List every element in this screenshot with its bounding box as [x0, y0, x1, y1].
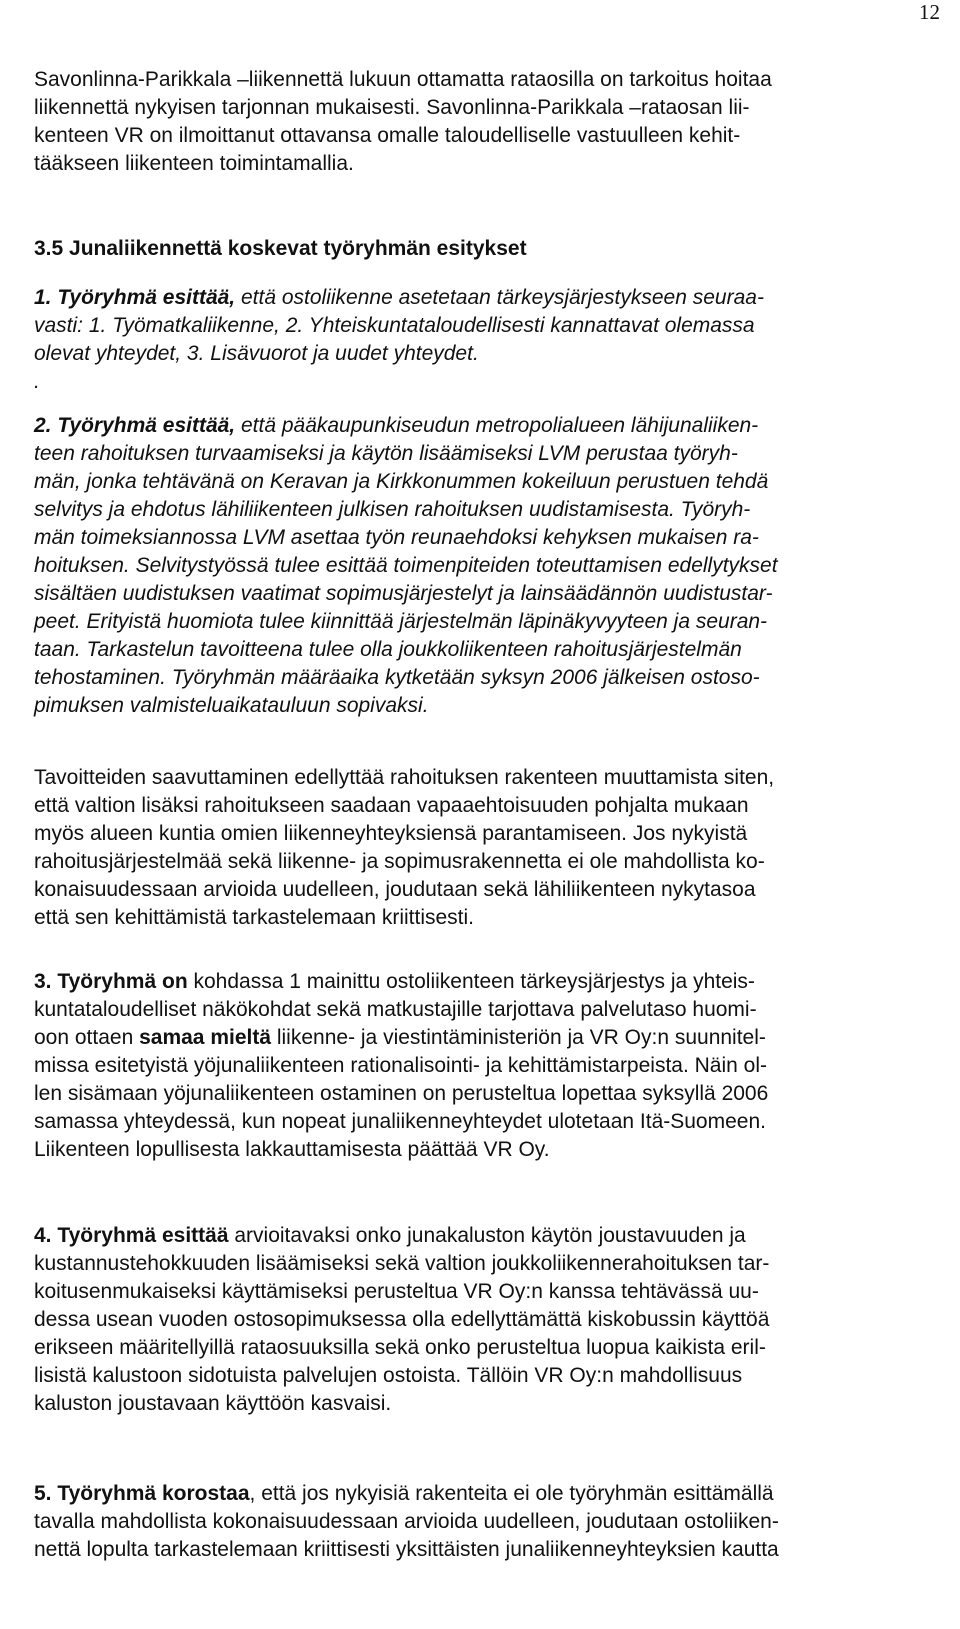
- text-line: taan. Tarkastelun tavoitteena tulee olla joukkoliikenteen rahoitusjärjestelmän: [34, 638, 742, 661]
- text-line: sisältäen uudistuksen vaatimat sopimusjärjestelyt ja lainsäädännön uudistustar-: [34, 582, 773, 605]
- text-line: että valtion lisäksi rahoitukseen saadaan vapaaehtoisuuden pohjalta mukaan: [34, 794, 749, 817]
- text-line: liikennettä nykyisen tarjonnan mukaisesti. Savonlinna-Parikkala –rataosan lii-: [34, 96, 750, 119]
- text-line: kuntataloudelliset näkökohdat sekä matkustajille tarjottava palvelutaso huomi-: [34, 998, 757, 1021]
- text-line: Liikenteen lopullisesta lakkauttamisesta päättää VR Oy.: [34, 1138, 550, 1161]
- text-line: konaisuudessaan arvioida uudelleen, joudutaan sekä lähiliikenteen nykytasoa: [34, 878, 756, 901]
- line-rest: että pääkaupunkiseudun metropolialueen lähijunaliiken-: [235, 414, 759, 437]
- text-line: selvitys ja ehdotus lähiliikenteen julkisen rahoituksen uudistamisesta. Työryh-: [34, 498, 751, 521]
- text-line: [34, 1024, 942, 1052]
- text-line: tääkseen liikenteen toimintamallia.: [34, 152, 354, 175]
- text-line: olevat yhteydet, 3. Lisävuorot ja uudet yhteydet.: [34, 342, 479, 365]
- text-line: len sisämaan yöjunaliikenteen ostaminen on perusteltua lopettaa syksyllä 2006: [34, 1082, 769, 1105]
- text-line: Savonlinna-Parikkala –liikennettä lukuun ottamatta rataosilla on tarkoitus hoitaa: [34, 68, 772, 91]
- text-line: män toimeksiannossa LVM asettaa työn reunaehdoksi kehyksen mukaisen ra-: [34, 526, 759, 549]
- text-line: rahoitusjärjestelmää sekä liikenne- ja sopimusrakennetta ei ole mahdollista ko-: [34, 850, 765, 873]
- proposal-lead: 5. Työryhmä korostaa: [34, 1482, 250, 1505]
- text-line: missa esitetyistä yöjunaliikenteen rationalisointi- ja kehittämistarpeista. Näin ol-: [34, 1054, 768, 1077]
- text-line: kustannustehokkuuden lisäämiseksi sekä valtion joukkoliikennerahoituksen tar-: [34, 1252, 770, 1275]
- page-number: 12: [919, 0, 940, 24]
- section-heading: 3.5 Junaliikennettä koskevat työryhmän esitykset: [34, 237, 527, 260]
- text-line: Tavoitteiden saavuttaminen edellyttää rahoituksen rakenteen muuttamista siten,: [34, 766, 775, 789]
- text-line: [34, 1222, 942, 1250]
- proposal-5: [34, 1480, 942, 1564]
- line-rest: , että jos nykyisiä rakenteita ei ole työryhmän esittämällä: [249, 1482, 774, 1505]
- proposal-lead: 2. Työryhmä esittää,: [34, 414, 236, 437]
- proposal-3: [34, 968, 942, 1164]
- text-line: kenteen VR on ilmoittanut ottavansa omalle taloudelliselle vastuulleen kehit-: [34, 124, 741, 147]
- text-line: pimuksen valmisteluaikatauluun sopivaksi.: [34, 694, 429, 717]
- line-rest: että ostoliikenne asetetaan tärkeysjärjestykseen seuraa-: [235, 286, 764, 309]
- text-line: että sen kehittämistä tarkastelemaan kriittisesti.: [34, 906, 475, 929]
- line-rest: kohdassa 1 mainittu ostoliikenteen tärkeysjärjestys ja yhteis-: [187, 970, 755, 993]
- text-line: samassa yhteydessä, kun nopeat junaliikenneyhteydet ulotetaan Itä-Suomeen.: [34, 1110, 766, 1133]
- text-line: lisistä kalustoon sidotuista palvelujen ostoista. Tällöin VR Oy:n mahdollisuus: [34, 1364, 743, 1387]
- text-line: [34, 968, 942, 996]
- text-line: peet. Erityistä huomiota tulee kiinnittää järjestelmän läpinäkyvyyteen ja seuran-: [34, 610, 768, 633]
- line-rest: arvioitavaksi onko junakaluston käytön joustavuuden ja: [228, 1224, 746, 1247]
- text-line: tehostaminen. Työryhmän määräaika kytketään syksyn 2006 jälkeisen ostoso-: [34, 666, 760, 689]
- text-line: erikseen määritellyillä rataosuuksilla sekä onko perusteltua luopua kaikista eril-: [34, 1336, 766, 1359]
- text-line: dessa usean vuoden ostosopimuksessa olla edellyttämättä kiskobussin käyttöä: [34, 1308, 770, 1331]
- text-line: .: [34, 370, 40, 393]
- proposal-1: [34, 284, 942, 396]
- intro-paragraph: [34, 66, 942, 178]
- proposal-4: [34, 1222, 942, 1418]
- text-line: män, jonka tehtävänä on Keravan ja Kirkkonummen kokeiluun perustuen tehdä: [34, 470, 769, 493]
- line-pre: oon ottaen: [34, 1026, 140, 1049]
- proposal-lead: 1. Työryhmä esittää,: [34, 286, 236, 309]
- text-line: tavalla mahdollista kokonaisuudessaan arvioida uudelleen, joudutaan ostoliiken-: [34, 1510, 779, 1533]
- goals-paragraph: [34, 764, 942, 932]
- text-line: [34, 284, 942, 312]
- text-line: vasti: 1. Työmatkaliikenne, 2. Yhteiskuntataloudellisesti kannattavat olemassa: [34, 314, 755, 337]
- proposal-2: [34, 412, 942, 720]
- text-line: myös alueen kuntia omien liikenneyhteyksiensä parantamiseen. Jos nykyistä: [34, 822, 748, 845]
- text-line: teen rahoituksen turvaamiseksi ja käytön lisäämiseksi LVM perustaa työryh-: [34, 442, 738, 465]
- text-line: koitusenmukaiseksi käyttämiseksi perusteltua VR Oy:n kanssa tehtävässä uu-: [34, 1280, 759, 1303]
- proposal-lead: 4. Työryhmä esittää: [34, 1224, 229, 1247]
- text-line: [34, 412, 942, 440]
- emphasis: samaa mieltä: [139, 1026, 272, 1049]
- text-line: kaluston joustavaan käyttöön kasvaisi.: [34, 1392, 392, 1415]
- proposal-lead: 3. Työryhmä on: [34, 970, 188, 993]
- text-line: [34, 1480, 942, 1508]
- text-line: hoituksen. Selvitystyössä tulee esittää toimenpiteiden toteuttamisen edellytykset: [34, 554, 778, 577]
- line-post: liikenne- ja viestintäministeriön ja VR Oy:n suunnitel-: [271, 1026, 766, 1049]
- text-line: nettä lopulta tarkastelemaan kriittisesti yksittäisten junaliikenneyhteyksien kautta: [34, 1538, 779, 1561]
